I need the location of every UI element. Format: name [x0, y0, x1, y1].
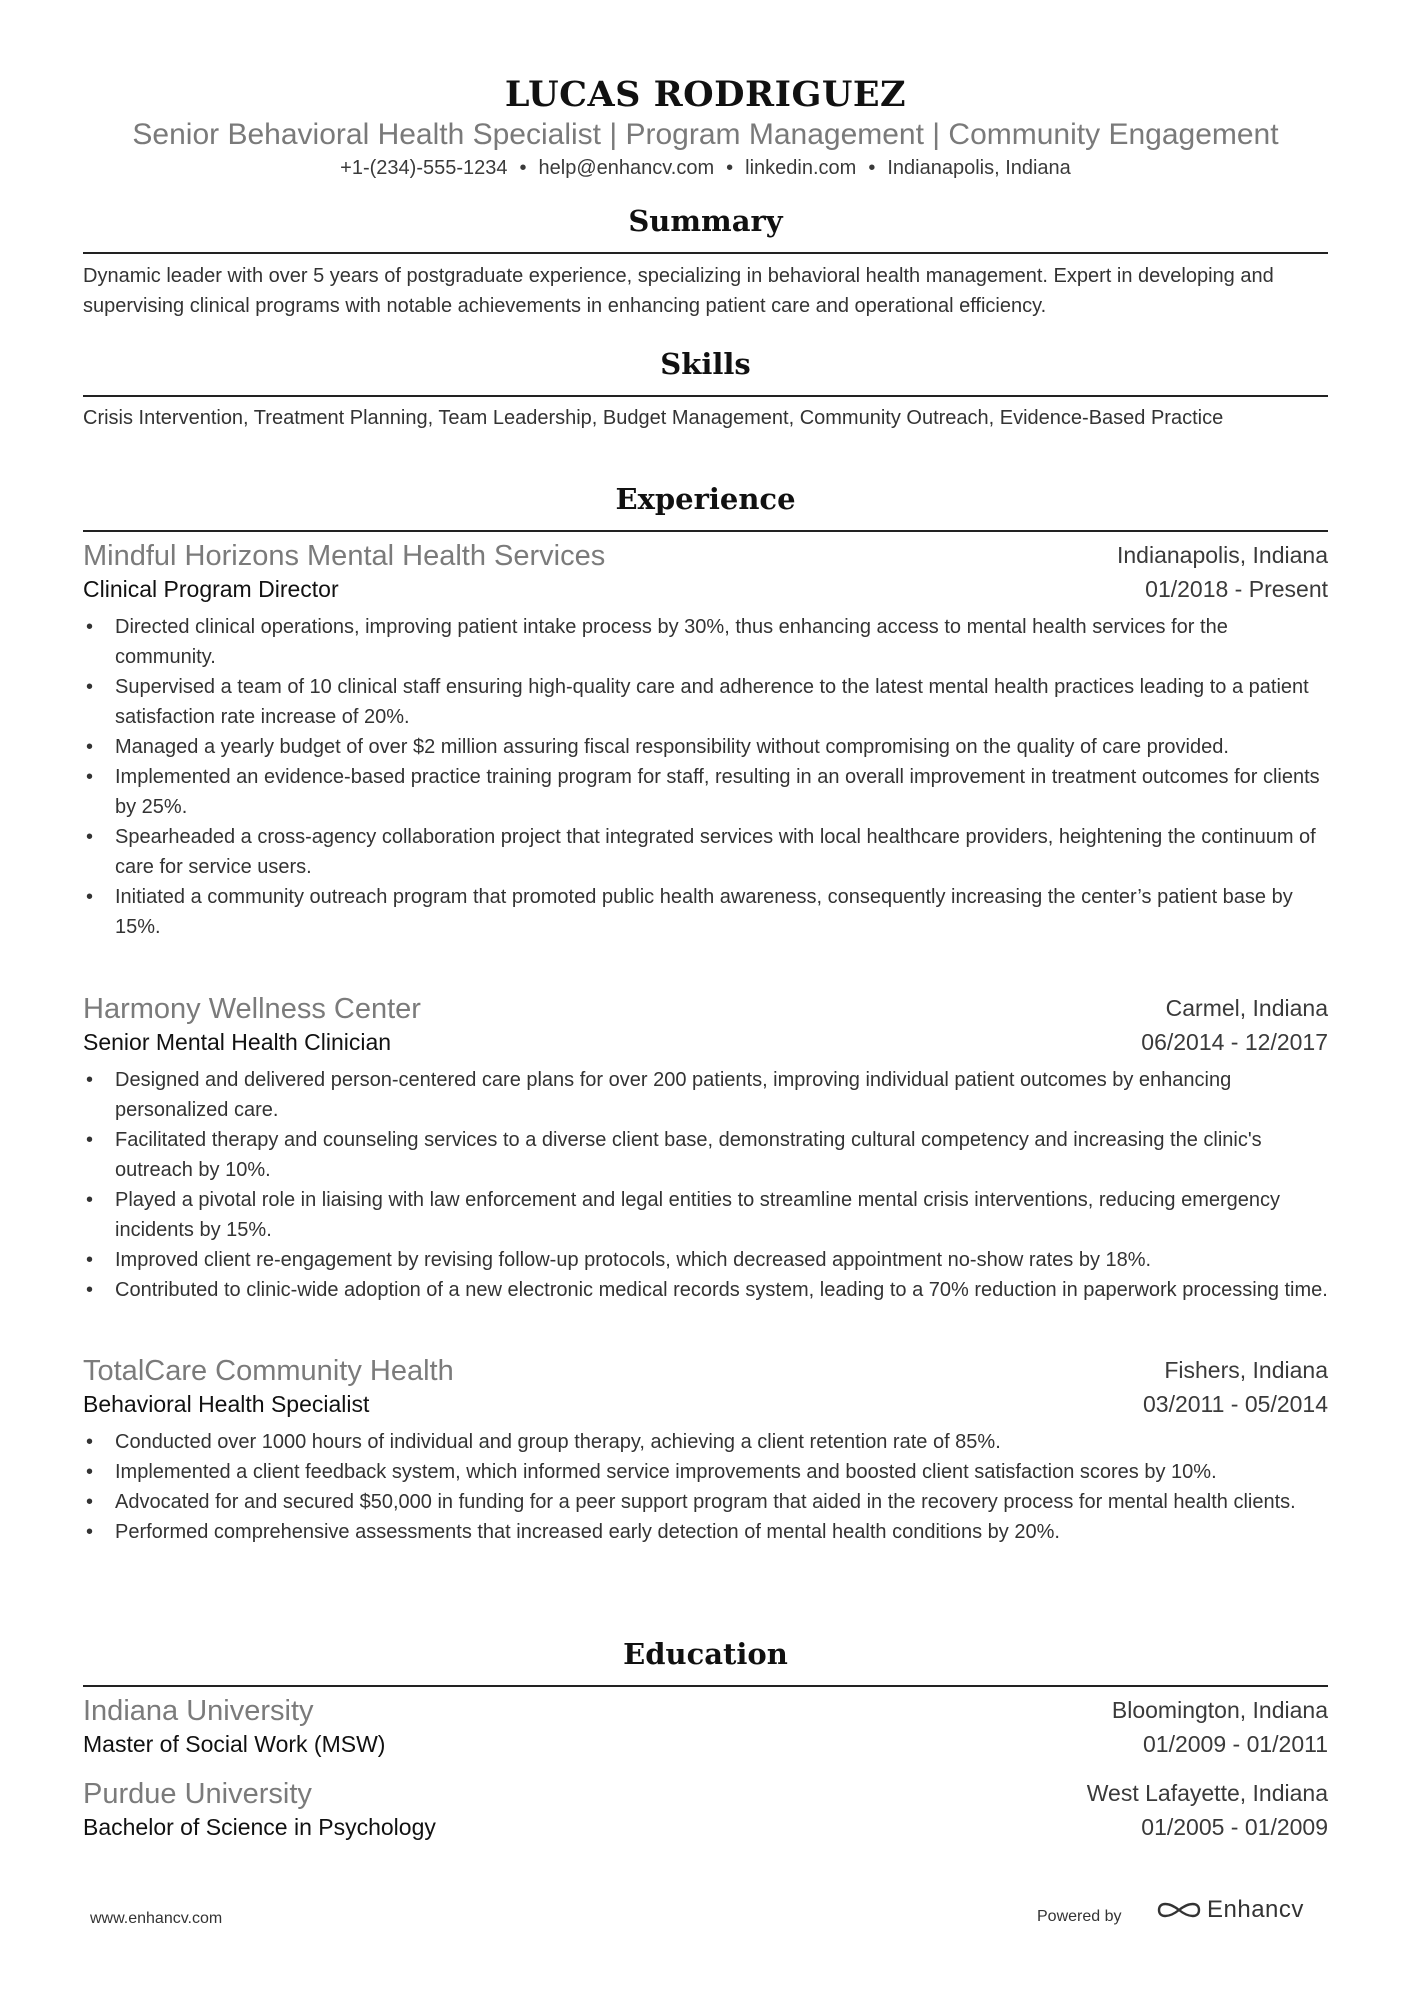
job-title: Behavioral Health Specialist — [83, 1391, 370, 1417]
education-entry — [83, 1695, 1328, 1765]
candidate-name: LUCAS RODRIGUEZ — [504, 74, 907, 115]
bullet-dot: • — [86, 1461, 94, 1483]
bullet-dot: • — [86, 1431, 94, 1453]
company-name: TotalCare Community Health — [83, 1355, 454, 1387]
separator-dot: • — [519, 157, 527, 179]
job-title: Clinical Program Director — [83, 576, 339, 602]
list-item: • Spearheaded a cross-agency collaboration project that integrated services with local healthcare providers, heightening the continuum of care for service users. — [83, 822, 1328, 882]
school-location: Bloomington, Indiana — [1111, 1697, 1328, 1723]
list-item: • Implemented a client feedback system, which informed service improvements and boosted client satisfaction scores by 10%. — [83, 1457, 1328, 1487]
education-heading: Education — [623, 1637, 788, 1671]
bullet-dot: • — [86, 676, 94, 698]
education-dates: 01/2009 - 01/2011 — [1142, 1731, 1328, 1757]
bullet-dot: • — [86, 766, 94, 788]
section-divider — [83, 530, 1328, 532]
bullet-dot: • — [86, 1249, 94, 1271]
bullet-dot: • — [86, 1279, 94, 1301]
section-divider — [83, 1685, 1328, 1687]
enhancv-logo-icon — [1155, 1897, 1203, 1923]
section-divider — [83, 395, 1328, 397]
degree-title: Master of Social Work (MSW) — [83, 1731, 386, 1757]
contact-location: Indianapolis, Indiana — [887, 157, 1071, 179]
list-item: • Designed and delivered person-centered care plans for over 200 patients, improving individual patient outcomes by enhancing personalized care. — [83, 1065, 1328, 1125]
job-dates: 01/2018 - Present — [1145, 576, 1328, 602]
list-item: • Conducted over 1000 hours of individual and group therapy, achieving a client retention rate of 85%. — [83, 1427, 1328, 1457]
summary-text: Dynamic leader with over 5 years of postgraduate experience, specializing in behavioral health management. Expert in developing and supervising clinical programs with notable achievements in enhancing patient care and operational efficiency. — [83, 265, 1274, 317]
list-item: • Managed a yearly budget of over $2 million assuring fiscal responsibility without compromising on the quality of care provided. — [83, 732, 1328, 762]
job-location: Indianapolis, Indiana — [1117, 542, 1328, 568]
list-item: • Contributed to clinic-wide adoption of a new electronic medical records system, leading to a 70% reduction in paperwork processing time. — [83, 1275, 1328, 1305]
contact-bar — [83, 157, 1328, 180]
bullet-dot: • — [86, 1491, 94, 1513]
education-entry — [83, 1778, 1328, 1848]
job-dates: 03/2011 - 05/2014 — [1142, 1391, 1328, 1417]
skills-heading: Skills — [660, 347, 751, 381]
bullet-dot: • — [86, 1521, 94, 1543]
job-bullets — [83, 1427, 1328, 1547]
bullet-dot: • — [86, 616, 94, 638]
contact-linkedin[interactable]: linkedin.com — [745, 157, 857, 179]
school-name: Purdue University — [83, 1778, 312, 1810]
list-item: • Performed comprehensive assessments that increased early detection of mental health conditions by 20%. — [83, 1517, 1328, 1547]
summary-heading: Summary — [628, 204, 783, 238]
separator-dot: • — [868, 157, 876, 179]
list-item: • Facilitated therapy and counseling services to a diverse client base, demonstrating cultural competency and increasing the clinic's outreach by 10%. — [83, 1125, 1328, 1185]
list-item: • Directed clinical operations, improving patient intake process by 30%, thus enhancing access to mental health services for the community. — [83, 612, 1328, 672]
separator-dot: • — [726, 157, 734, 179]
bullet-dot: • — [86, 1069, 94, 1091]
section-divider — [83, 252, 1328, 254]
job-location: Carmel, Indiana — [1165, 995, 1328, 1021]
list-item: • Initiated a community outreach program that promoted public health awareness, consequently increasing the center’s patient base by 15%. — [83, 882, 1328, 942]
bullet-dot: • — [86, 1189, 94, 1211]
powered-by-label: Powered by — [1037, 1908, 1122, 1925]
bullet-dot: • — [86, 736, 94, 758]
candidate-headline: Senior Behavioral Health Specialist | Program Management | Community Engagement — [132, 118, 1279, 151]
experience-entry — [83, 1355, 1328, 1547]
brand-name: Enhancv — [1207, 1896, 1304, 1923]
job-title: Senior Mental Health Clinician — [83, 1029, 392, 1055]
list-item: • Implemented an evidence-based practice training program for staff, resulting in an overall improvement in treatment outcomes for clients by 25%. — [83, 762, 1328, 822]
job-bullets — [83, 1065, 1328, 1305]
footer-website-link[interactable]: www.enhancv.com — [90, 1910, 223, 1927]
enhancv-brand[interactable] — [1155, 1896, 1304, 1936]
contact-email[interactable]: help@enhancv.com — [538, 157, 715, 179]
education-dates: 01/2005 - 01/2009 — [1141, 1814, 1328, 1840]
degree-title: Bachelor of Science in Psychology — [83, 1814, 436, 1840]
job-dates: 06/2014 - 12/2017 — [1141, 1029, 1328, 1055]
company-name: Mindful Horizons Mental Health Services — [83, 540, 606, 572]
job-location: Fishers, Indiana — [1164, 1357, 1328, 1383]
experience-heading: Experience — [615, 482, 796, 516]
list-item: • Advocated for and secured $50,000 in funding for a peer support program that aided in the recovery process for mental health clients. — [83, 1487, 1328, 1517]
school-name: Indiana University — [83, 1695, 314, 1727]
experience-entry — [83, 993, 1328, 1305]
list-item: • Played a pivotal role in liaising with law enforcement and legal entities to streamline mental crisis interventions, reducing emergency incidents by 15%. — [83, 1185, 1328, 1245]
experience-entry — [83, 540, 1328, 942]
job-bullets — [83, 612, 1328, 942]
school-location: West Lafayette, Indiana — [1086, 1780, 1328, 1806]
bullet-dot: • — [86, 886, 94, 908]
contact-phone[interactable]: +1-(234)-555-1234 — [340, 157, 508, 179]
bullet-dot: • — [86, 826, 94, 848]
list-item: • Improved client re-engagement by revising follow-up protocols, which decreased appointment no-show rates by 18%. — [83, 1245, 1328, 1275]
skills-text: Crisis Intervention, Treatment Planning, Team Leadership, Budget Management, Community Outreach, Evidence-Based Practice — [83, 407, 1224, 429]
list-item: • Supervised a team of 10 clinical staff ensuring high-quality care and adherence to the latest mental health practices leading to a patient satisfaction rate increase of 20%. — [83, 672, 1328, 732]
bullet-dot: • — [86, 1129, 94, 1151]
company-name: Harmony Wellness Center — [83, 993, 421, 1025]
